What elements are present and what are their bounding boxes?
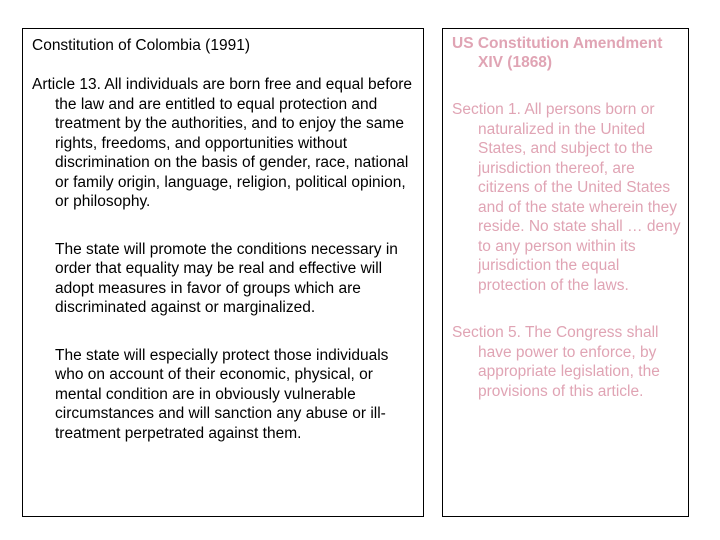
us-amendment-panel [442,28,689,517]
equality-promotion-text: The state will promote the conditions necessary in order that equality may be real and effective will adopt measures in favor of groups which are discriminated against or marginalized. [55,240,398,316]
section-1-text: Section 1. All persons born or naturalized in the United States, and subject to the jurisdiction thereof, are citizens of the United States and of the state wherein they reside. No state shall … deny to any person within its jurisdiction the equal protection of the laws. [452,101,681,294]
us-amendment-title: US Constitution Amendment XIV (1868) [452,35,663,71]
section-5-text: Section 5. The Congress shall have power to enforce, by appropriate legislation, the provisions of this article. [452,324,660,400]
article-13-text: Article 13. All individuals are born free and equal before the law and are entitled to equal protection and treatment by the authorities, and to enjoy the same rights, freedoms, and opportunities without discrimination on the basis of gender, race, national or family origin, language, religion, political opinion, or philosophy. [32,76,412,210]
colombia-title: Constitution of Colombia (1991) [32,37,250,54]
vulnerable-protection-text: The state will especially protect those individuals who on account of their economic, physical, or mental condition are in obviously vulnerable circumstances and will sanction any abuse or ill-treatment perpetrated against them. [55,346,389,442]
colombia-constitution-panel [22,28,424,517]
